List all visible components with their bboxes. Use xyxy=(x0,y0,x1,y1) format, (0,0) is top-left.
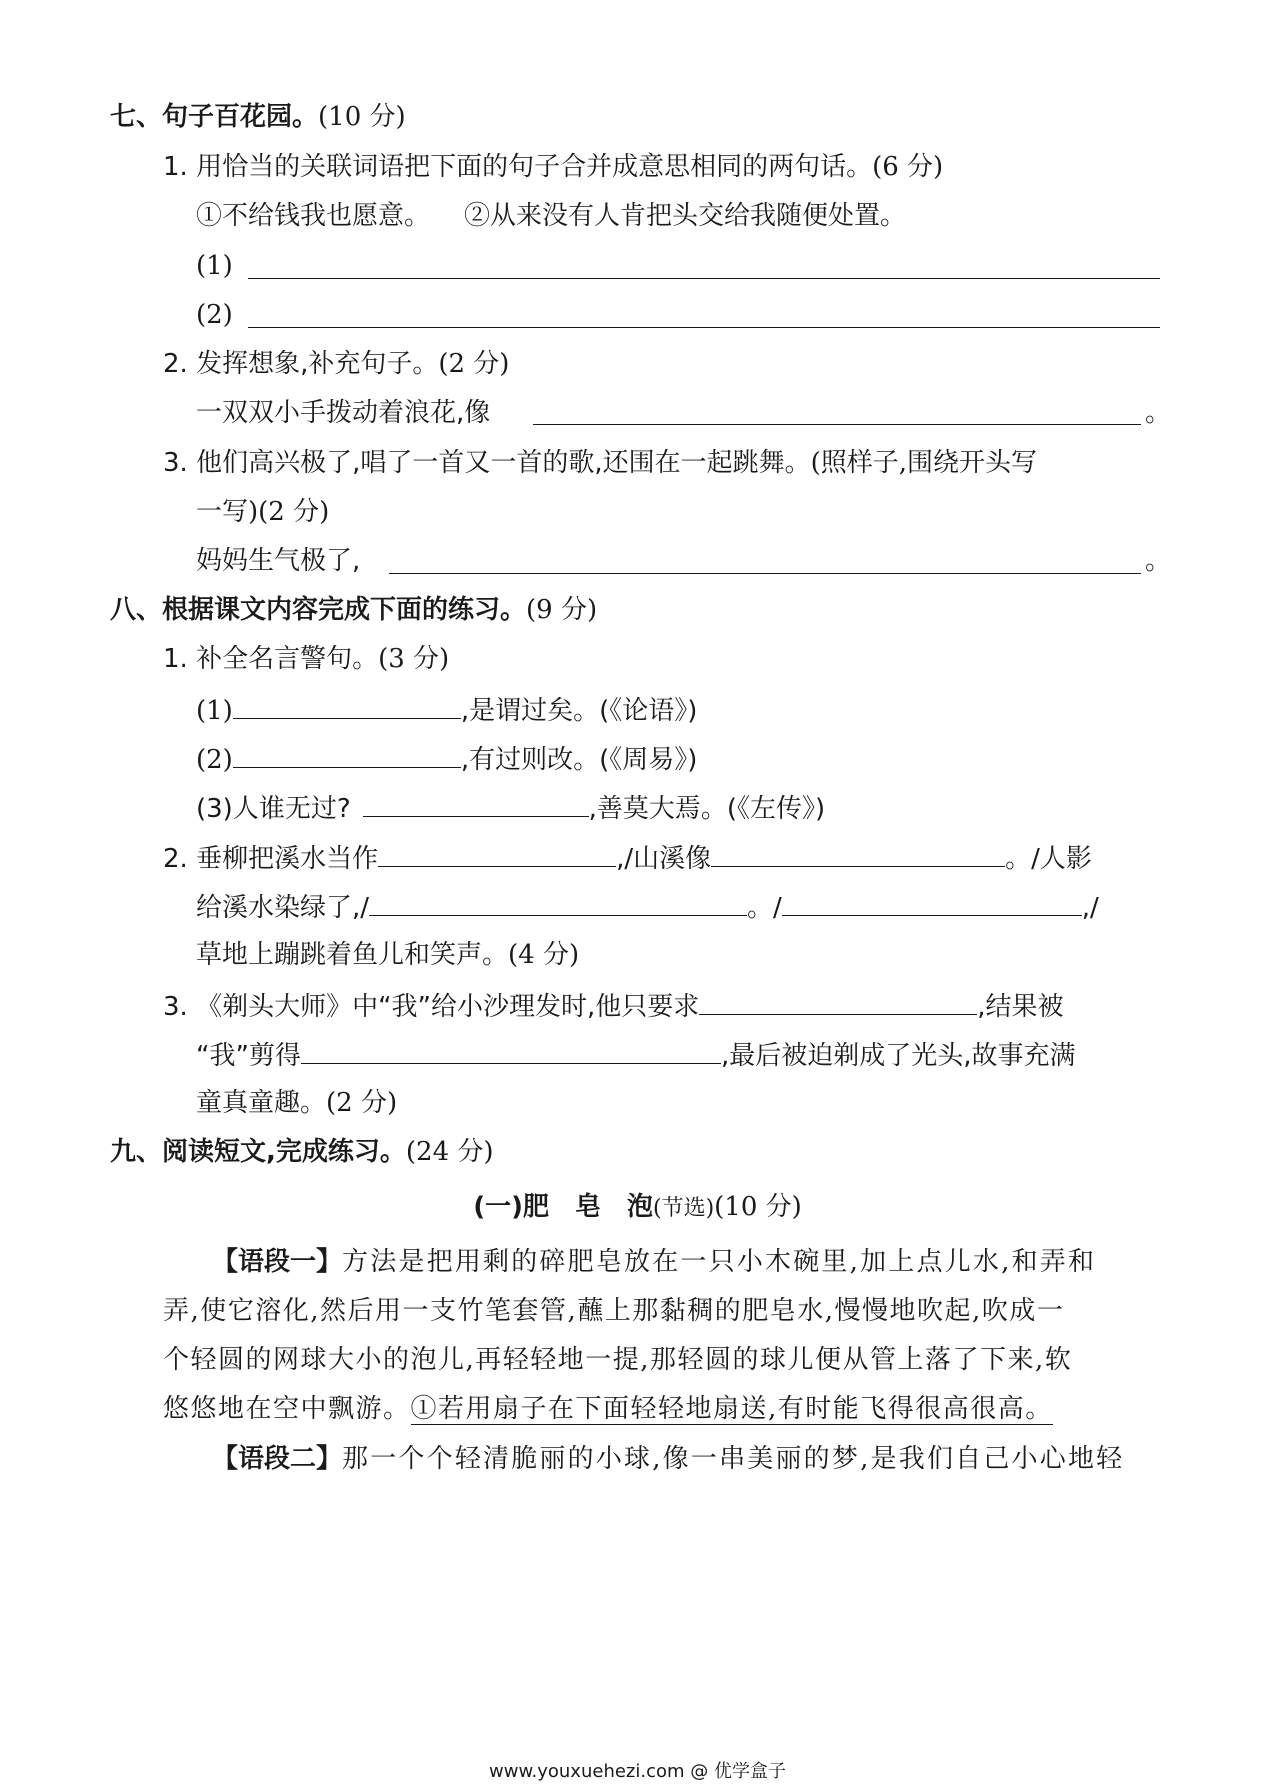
text: “我”剪得 xyxy=(196,1041,301,1071)
p2-label: 【语段二】 xyxy=(212,1444,343,1474)
s8-q1-score: (3 分) xyxy=(378,644,450,674)
text: 童真童趣。 xyxy=(196,1088,327,1118)
passage-score: (10 分) xyxy=(714,1192,802,1222)
s7-q3-hint-2: 一写) xyxy=(196,497,259,527)
section-8-title: 八、根据课文内容完成下面的练习。 xyxy=(110,595,527,625)
s8-q3-line-2 xyxy=(196,1037,1075,1073)
s7-q1 xyxy=(163,150,943,184)
text: ,结果被 xyxy=(977,992,1064,1022)
p1-line-1 xyxy=(212,1245,1096,1279)
blank[interactable] xyxy=(369,889,747,916)
answer-label: (1) xyxy=(196,251,233,281)
blank[interactable] xyxy=(363,790,589,817)
footer-watermark: www.youxuehezi.com @ 优学盒子 xyxy=(489,1761,786,1782)
s7-q3 xyxy=(163,446,1037,480)
section-9-title: 九、阅读短文,完成练习。 xyxy=(110,1137,406,1167)
s7-q2-stem xyxy=(196,396,490,430)
answer-line-1[interactable] xyxy=(248,278,1160,279)
s8-q3-line-3 xyxy=(196,1086,397,1120)
s7-q2-stem-text: 一双双小手拨动着浪花,像 xyxy=(196,398,491,428)
s7-q2-blank[interactable] xyxy=(533,424,1141,425)
s7-q3-stem xyxy=(196,544,360,578)
text: 给溪水染绿了,/ xyxy=(196,893,370,923)
s7-q2-score: (2 分) xyxy=(438,349,510,379)
passage-title-text: (一)肥 皂 泡 xyxy=(473,1192,653,1222)
s7-q1-sentence-2: ②从来没有人肯把头交给我随便处置。 xyxy=(464,201,907,231)
s7-q3-cont xyxy=(196,495,329,529)
s8-q1-num: 1. xyxy=(163,644,188,674)
text: ,/山溪像 xyxy=(616,844,712,874)
s8-q2-line-2 xyxy=(196,889,1099,925)
label: (3)人谁无过? xyxy=(196,794,351,824)
text: 。/人影 xyxy=(1005,844,1092,874)
s7-q3-num: 3. xyxy=(163,448,188,478)
p2-line-1 xyxy=(212,1442,1124,1476)
text: ,是谓过矣。(《论语》) xyxy=(460,696,698,726)
s7-q2-end: 。 xyxy=(1145,398,1172,428)
text: 《剃头大师》中“我”给小沙理发时,他只要求 xyxy=(196,992,700,1022)
blank[interactable] xyxy=(301,1037,721,1064)
s7-q3-end: 。 xyxy=(1145,546,1172,576)
answer-line-2[interactable] xyxy=(248,327,1160,328)
text: ,有过则改。(《周易》) xyxy=(460,745,698,775)
section-8-heading xyxy=(110,593,597,627)
s8-q3-num: 3. xyxy=(163,992,188,1022)
score: (4 分) xyxy=(508,940,580,970)
text: 草地上蹦跳着鱼儿和笑声。 xyxy=(196,940,509,970)
p1-line-2: 弄,使它溶化,然后用一支竹笔套管,蘸上那黏稠的肥皂水,慢慢地吹起,吹成一 xyxy=(163,1296,1065,1326)
passage-title xyxy=(0,1190,1275,1226)
s7-q1-text: 用恰当的关联词语把下面的句子合并成意思相同的两句话。 xyxy=(196,152,873,182)
s8-q2-line-3 xyxy=(196,938,579,972)
section-8-score: (9 分) xyxy=(526,595,598,625)
s7-q3-score: (2 分) xyxy=(258,497,330,527)
blank[interactable] xyxy=(782,889,1082,916)
s8-q1-text: 补全名言警句。 xyxy=(196,644,379,674)
score: (2 分) xyxy=(326,1088,398,1118)
s7-q1-sentence-1: ①不给钱我也愿意。 xyxy=(196,201,431,231)
p1-line-4 xyxy=(163,1392,1053,1426)
s7-q1-answer-2 xyxy=(196,298,233,332)
s7-q1-num: 1. xyxy=(163,152,188,182)
text: 垂柳把溪水当作 xyxy=(196,844,379,874)
p1-label: 【语段一】 xyxy=(212,1247,343,1277)
s7-q3-hint: (照样子,围绕开头写 xyxy=(810,448,1038,478)
text: ,善莫大焉。(《左传》) xyxy=(588,794,826,824)
s7-q2 xyxy=(163,347,509,381)
text: 那一个个轻清脆丽的小球,像一串美丽的梦,是我们自己小心地轻 xyxy=(342,1444,1125,1474)
underlined-sentence-1: ①若用扇子在下面轻轻地扇送,有时能飞得很高很高。 xyxy=(410,1394,1053,1424)
s7-q3-stem-text: 妈妈生气极了, xyxy=(196,546,361,576)
blank[interactable] xyxy=(233,741,461,768)
section-7-heading xyxy=(110,100,406,134)
section-9-heading xyxy=(110,1135,494,1169)
s8-q1-line-3 xyxy=(196,790,825,826)
s7-q3-text: 他们高兴极了,唱了一首又一首的歌,还围在一起跳舞。 xyxy=(196,448,811,478)
s7-q2-num: 2. xyxy=(163,349,188,379)
s7-q1-answer-1 xyxy=(196,249,233,283)
text: 方法是把用剩的碎肥皂放在一只小木碗里,加上点儿水,和弄和 xyxy=(342,1247,1097,1277)
blank[interactable] xyxy=(711,840,1005,867)
blank[interactable] xyxy=(233,692,461,719)
text: ,最后被迫剃成了光头,故事充满 xyxy=(720,1041,1076,1071)
p1-line-3: 个轻圆的网球大小的泡儿,再轻轻地一提,那轻圆的球儿便从管上落了下来,软 xyxy=(163,1345,1073,1375)
label: (2) xyxy=(196,745,233,775)
blank[interactable] xyxy=(699,988,977,1015)
s8-q1-line-2 xyxy=(196,741,697,777)
s7-q3-blank[interactable] xyxy=(389,573,1141,574)
s7-q2-text: 发挥想象,补充句子。 xyxy=(196,349,439,379)
answer-label: (2) xyxy=(196,300,233,330)
s8-q1-line-1 xyxy=(196,692,697,728)
section-9-score: (24 分) xyxy=(405,1137,494,1167)
blank[interactable] xyxy=(378,840,616,867)
text: ,/ xyxy=(1081,893,1099,923)
s8-q2-num: 2. xyxy=(163,844,188,874)
s8-q2-line-1 xyxy=(163,840,1092,876)
s8-q1 xyxy=(163,642,449,676)
label: (1) xyxy=(196,696,233,726)
section-7-score: (10 分) xyxy=(318,102,406,132)
text: 悠悠地在空中飘游。 xyxy=(163,1394,411,1424)
passage-note: (节选) xyxy=(652,1196,715,1221)
section-7-title: 七、句子百花园。 xyxy=(110,102,319,132)
s7-q1-sentences xyxy=(196,199,906,233)
s7-q1-score: (6 分) xyxy=(872,152,944,182)
text: 。/ xyxy=(747,893,782,923)
s8-q3-line-1 xyxy=(163,988,1064,1024)
